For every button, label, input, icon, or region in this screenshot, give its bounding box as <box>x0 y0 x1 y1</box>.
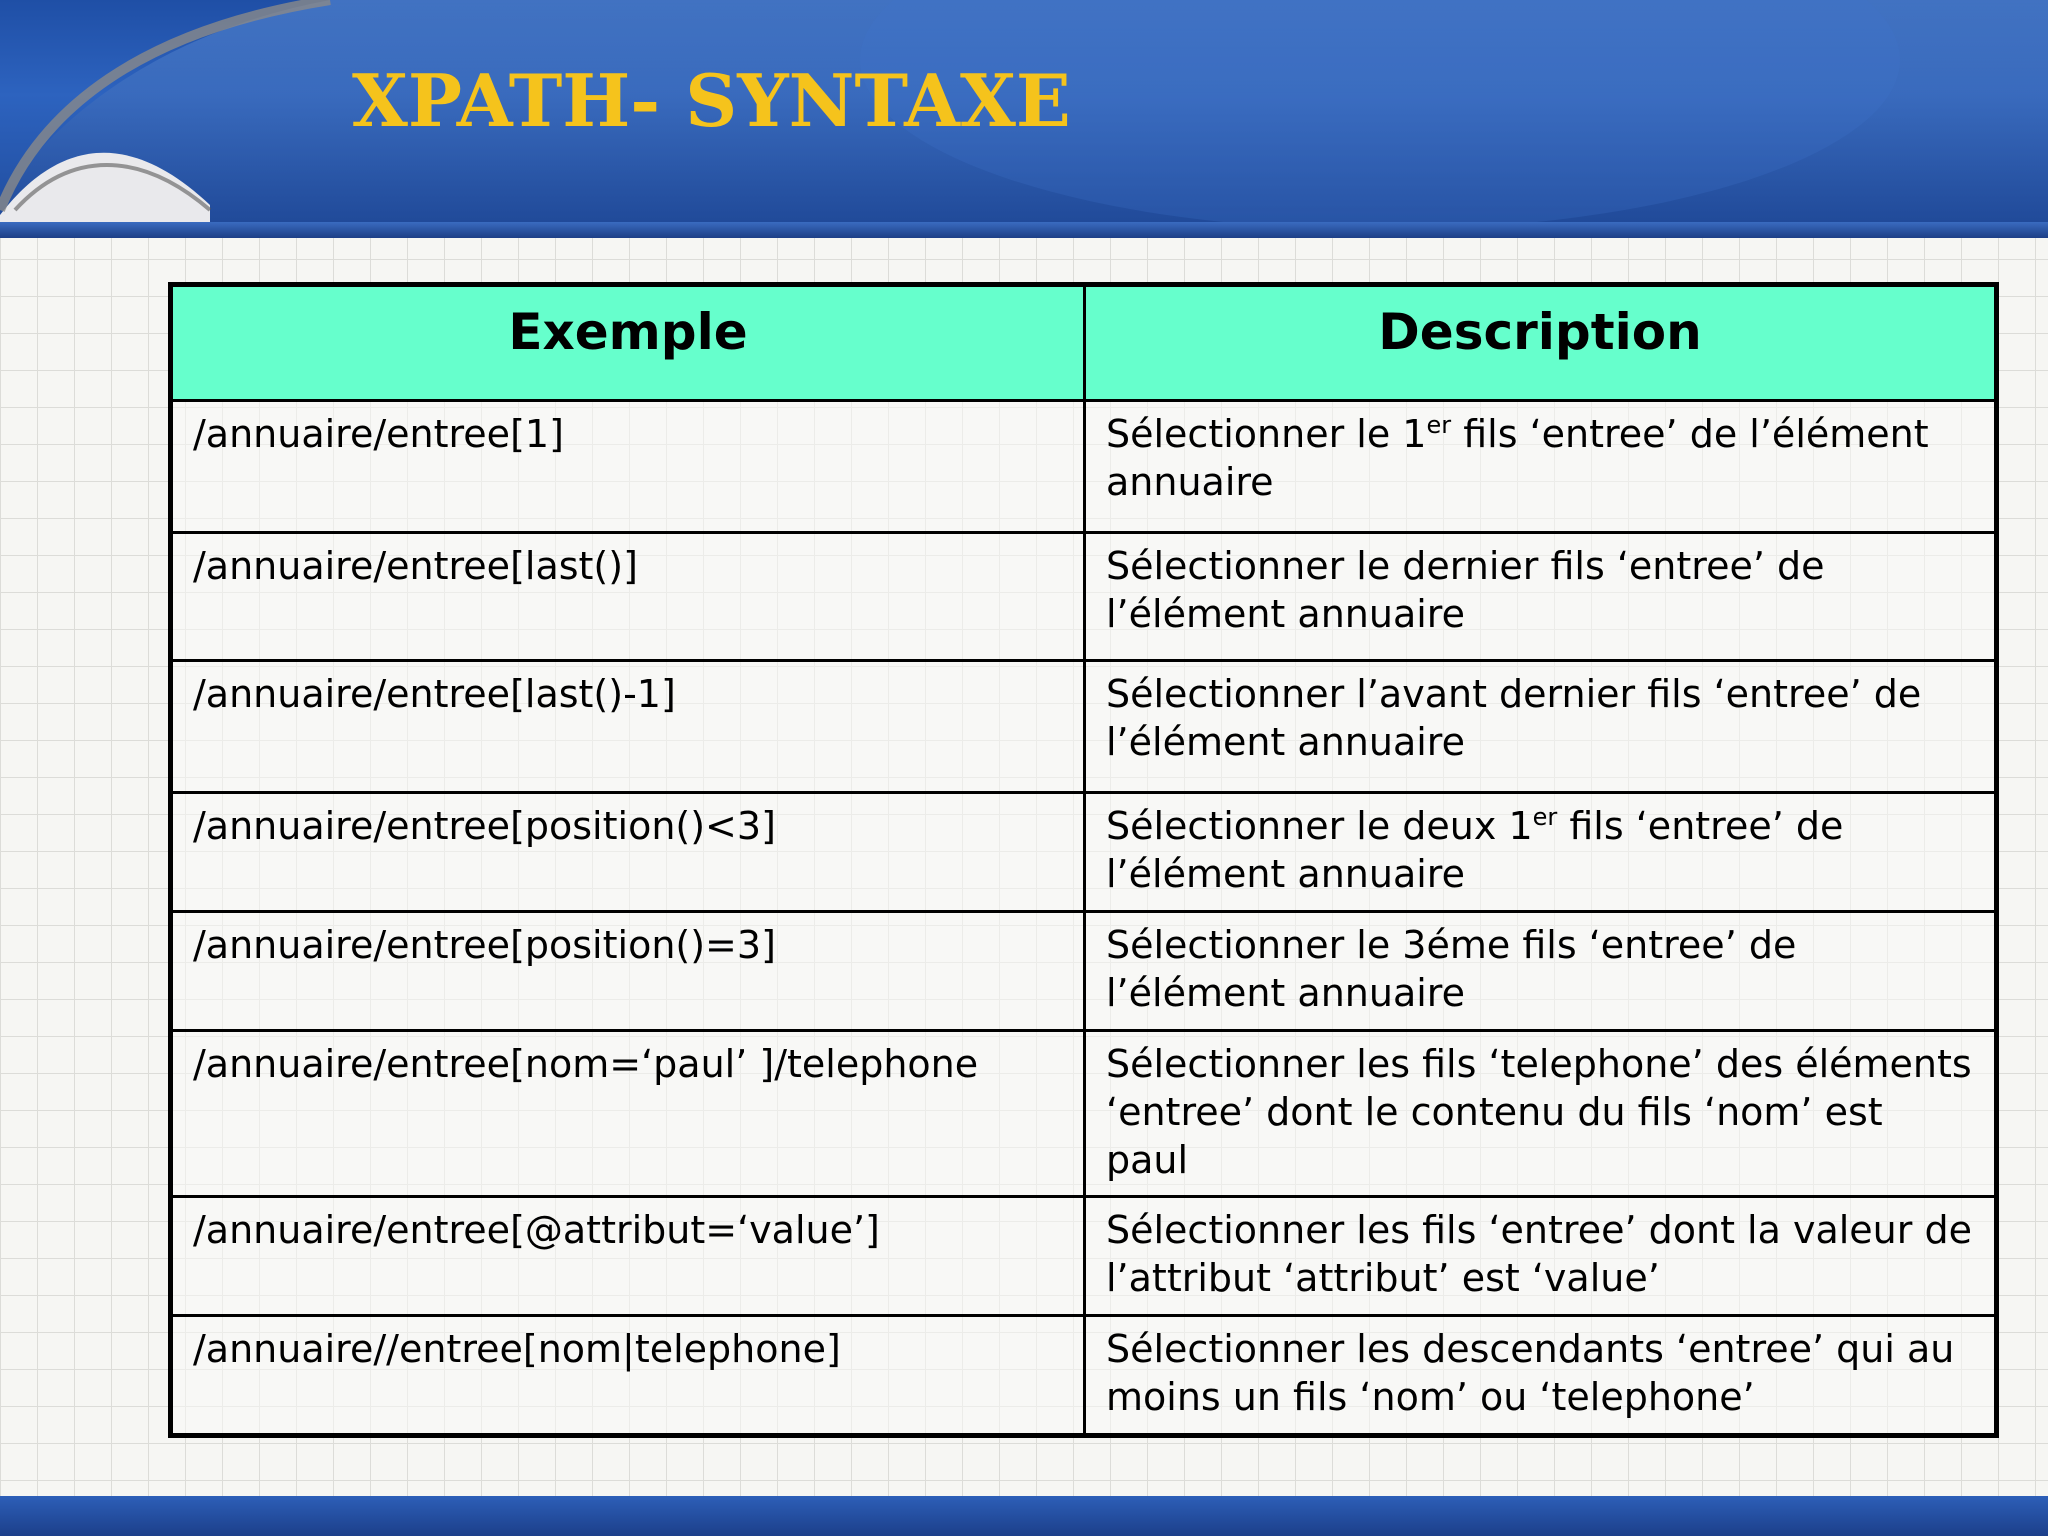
table-row <box>171 401 1997 533</box>
example-cell: /annuaire/entree[last()-1] <box>171 661 1085 793</box>
description-text: Sélectionner le dernier fils ‘entree’ de l’élément annuaire <box>1106 544 1825 636</box>
example-cell: /annuaire/entree[1] <box>171 401 1085 533</box>
example-cell: /annuaire/entree[nom=‘paul’ ]/telephone <box>171 1031 1085 1197</box>
description-text: Sélectionner le 3éme fils ‘entree’ de l’élément annuaire <box>1106 923 1797 1015</box>
description-cell <box>1085 793 1997 912</box>
description-text: Sélectionner les descendants ‘entree’ qui au moins un fils ‘nom’ ou ‘telephone’ <box>1106 1327 1955 1419</box>
table-row <box>171 793 1997 912</box>
table-row <box>171 1197 1997 1316</box>
example-cell: /annuaire/entree[last()] <box>171 533 1085 661</box>
description-cell <box>1085 912 1997 1031</box>
header-bottom-band <box>0 222 2048 238</box>
table-header-row <box>171 285 1997 401</box>
description-text: Sélectionner l’avant dernier fils ‘entree’ de l’élément annuaire <box>1106 672 1922 764</box>
description-cell <box>1085 401 1997 533</box>
description-text: Sélectionner les fils ‘telephone’ des éléments ‘entree’ dont le contenu du fils ‘nom’ est paul <box>1106 1042 1972 1182</box>
description-text: Sélectionner les fils ‘entree’ dont la valeur de l’attribut ‘attribut’ est ‘value’ <box>1106 1208 1972 1300</box>
description-cell <box>1085 1197 1997 1316</box>
example-cell: /annuaire/entree[@attribut=‘value’] <box>171 1197 1085 1316</box>
column-header-description: Description <box>1085 285 1997 401</box>
example-cell: /annuaire/entree[position()<3] <box>171 793 1085 912</box>
description-text: Sélectionner le deux 1 <box>1106 804 1533 848</box>
superscript-er: er <box>1532 803 1558 831</box>
superscript-er: er <box>1426 411 1452 439</box>
description-text: fils ‘entree’ de l’élément annuaire <box>1106 804 1844 896</box>
slide-title: XPATH- SYNTAXE <box>352 58 1071 143</box>
table-row <box>171 1031 1997 1197</box>
table-row <box>171 533 1997 661</box>
table-row <box>171 912 1997 1031</box>
description-text: fils ‘entree’ de l’élément annuaire <box>1106 412 1929 504</box>
table-row <box>171 661 1997 793</box>
table-row <box>171 1316 1997 1436</box>
description-text: Sélectionner le 1 <box>1106 412 1427 456</box>
description-cell <box>1085 1316 1997 1436</box>
column-header-exemple: Exemple <box>171 285 1085 401</box>
description-cell <box>1085 661 1997 793</box>
xpath-examples-table <box>168 282 1999 1438</box>
example-cell: /annuaire/entree[position()=3] <box>171 912 1085 1031</box>
example-cell: /annuaire//entree[nom|telephone] <box>171 1316 1085 1436</box>
slide-footer-band <box>0 1496 2048 1536</box>
description-cell <box>1085 533 1997 661</box>
description-cell <box>1085 1031 1997 1197</box>
